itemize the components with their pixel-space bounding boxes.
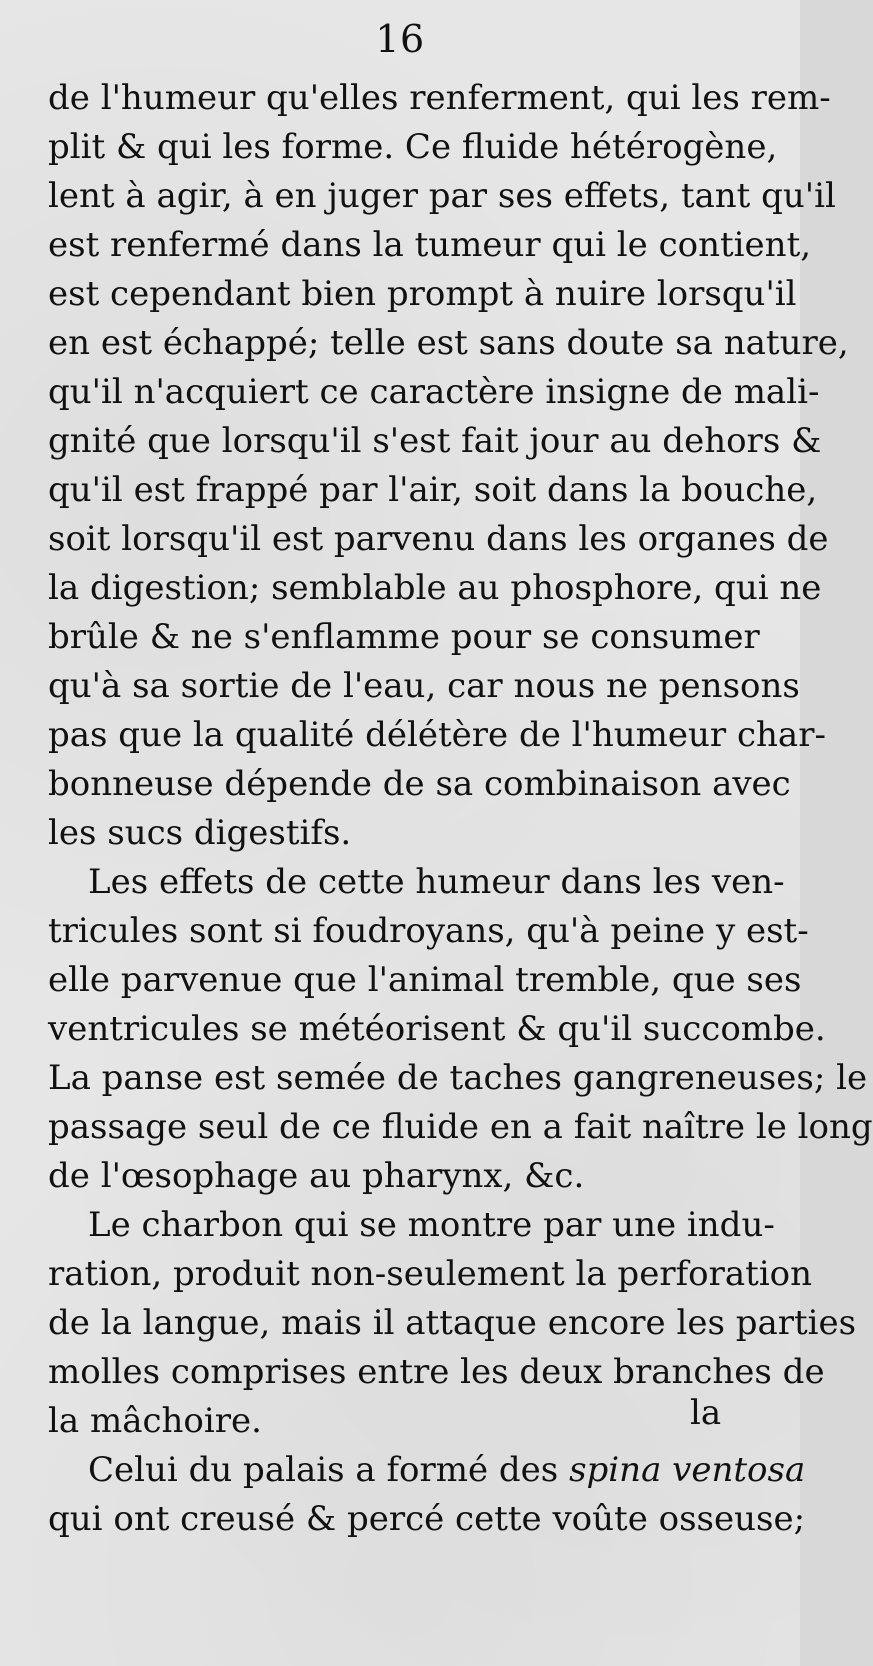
text-line: de la langue, mais il attaque encore les parties bbox=[48, 1303, 857, 1343]
text-line: brûle & ne s'enflamme pour se consumer bbox=[48, 617, 760, 657]
text-line: elle parvenue que l'animal tremble, que ses bbox=[48, 960, 802, 1000]
text-fragment: Celui du palais a formé des bbox=[88, 1450, 570, 1490]
text-line: passage seul de ce fluide en a fait naître le long bbox=[48, 1107, 873, 1147]
text-line: est cependant bien prompt à nuire lorsqu'il bbox=[48, 274, 797, 314]
text-line: ventricules se météorisent & qu'il succombe. bbox=[48, 1009, 826, 1049]
text-line: soit lorsqu'il est parvenu dans les organes de bbox=[48, 519, 829, 559]
text-line: lent à agir, à en juger par ses effets, tant qu'il bbox=[48, 176, 836, 216]
text-line: tricules sont si foudroyans, qu'à peine y est- bbox=[48, 911, 809, 951]
text-line: Les effets de cette humeur dans les ven- bbox=[88, 862, 785, 902]
text-line: de l'œsophage au pharynx, &c. bbox=[48, 1156, 585, 1196]
italic-term: spina ventosa bbox=[569, 1450, 806, 1490]
text-line: de l'humeur qu'elles renferment, qui les rem- bbox=[48, 78, 831, 118]
text-line: molles comprises entre les deux branches de bbox=[48, 1352, 825, 1392]
text-block bbox=[48, 74, 873, 1544]
text-line: qu'à sa sortie de l'eau, car nous ne pensons bbox=[48, 666, 800, 706]
text-line: pas que la qualité délétère de l'humeur char- bbox=[48, 715, 826, 755]
text-line: les sucs digestifs. bbox=[48, 813, 352, 853]
text-line: qui ont creusé & percé cette voûte osseuse; bbox=[48, 1499, 806, 1539]
catchword: la bbox=[690, 1393, 722, 1433]
text-line: la mâchoire. bbox=[48, 1401, 262, 1441]
text-line: est renfermé dans la tumeur qui le contient, bbox=[48, 225, 812, 265]
text-line bbox=[48, 1446, 806, 1495]
text-line: La panse est semée de taches gangreneuses; le bbox=[48, 1058, 868, 1098]
text-line: ration, produit non-seulement la perforation bbox=[48, 1254, 813, 1294]
text-line: qu'il n'acquiert ce caractère insigne de mali- bbox=[48, 372, 820, 412]
text-line: qu'il est frappé par l'air, soit dans la bouche, bbox=[48, 470, 818, 510]
text-line: Le charbon qui se montre par une indu- bbox=[88, 1205, 775, 1245]
page-number: 16 bbox=[375, 17, 425, 61]
text-line: la digestion; semblable au phosphore, qui ne bbox=[48, 568, 822, 608]
text-line: plit & qui les forme. Ce fluide hétérogène, bbox=[48, 127, 778, 167]
text-line: bonneuse dépende de sa combinaison avec bbox=[48, 764, 791, 804]
text-line: en est échappé; telle est sans doute sa nature, bbox=[48, 323, 849, 363]
text-line: gnité que lorsqu'il s'est fait jour au dehors & bbox=[48, 421, 822, 461]
